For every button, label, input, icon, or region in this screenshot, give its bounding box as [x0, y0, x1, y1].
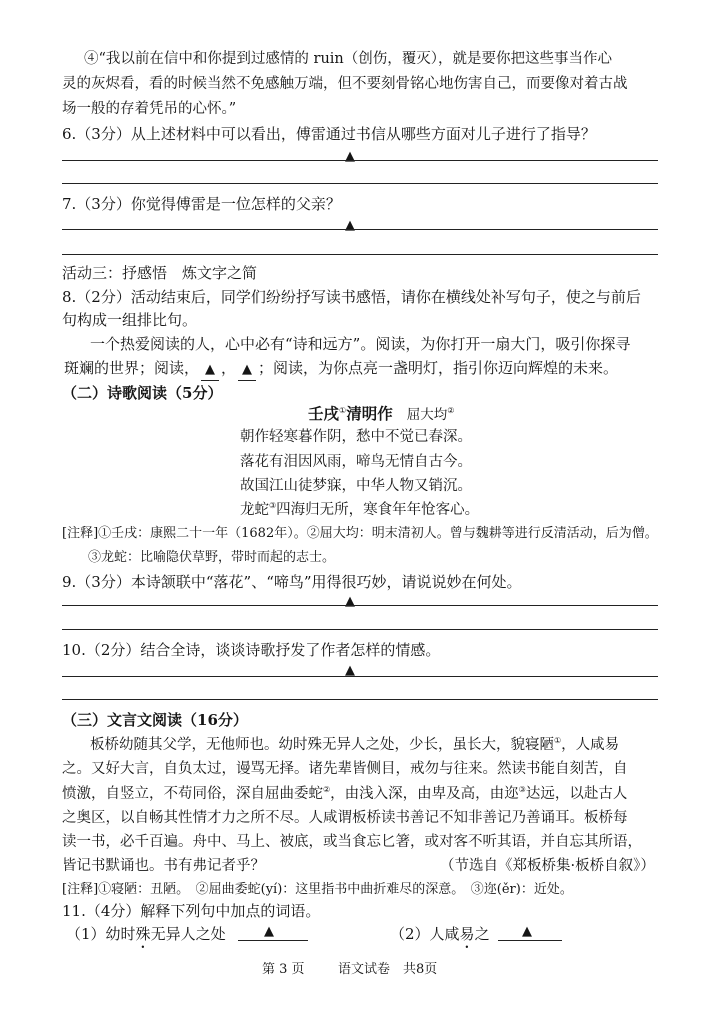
- answer-line[interactable]: [62, 676, 658, 677]
- passage-line-1-a: 板桥幼随其父学，无他师也。幼时殊无异人之处，少长，虽长大，貌寝陋: [90, 737, 554, 753]
- passage-line-3-b: ，由浅入深，由卑及高，由迩: [330, 786, 519, 802]
- poem-line-4-a: 龙蛇: [240, 502, 269, 518]
- answer-mark: ▲: [264, 924, 274, 939]
- poem-title-b: 清明作: [346, 404, 393, 423]
- answer-mark: ▲: [345, 218, 355, 233]
- answer-mark: ▲: [345, 594, 355, 609]
- answer-line[interactable]: [62, 229, 658, 230]
- question-8-line-1: 8.（2分）活动结束后，同学们纷纷抒写读书感悟，请你在横线处补写句子，使之与前后: [62, 288, 641, 306]
- question-11-item-1: [66, 924, 226, 952]
- poem-line-4-b: 四海归无所，寒食年年怆客心。: [276, 502, 480, 518]
- poem-line-2: 落花有泪因风雨，啼鸟无情自古今。: [240, 454, 472, 470]
- answer-mark: ▲: [205, 362, 216, 377]
- poem-notes-line-1: [注释]①壬戌：康熙二十一年（1682年）。②屈大均：明末清初人。曾与魏耕等进行反清活动，后为僧。: [62, 526, 658, 541]
- note-mark: ③: [269, 501, 277, 511]
- passage-line-1: [90, 735, 619, 755]
- q11-item-1-a: （1）幼时: [66, 925, 136, 943]
- answer-blank-1[interactable]: [238, 940, 308, 941]
- question-9: 9.（3分）本诗颔联中“落花”、“啼鸟”用得很巧妙，请说说妙在何处。: [62, 573, 522, 591]
- note-mark: ③: [518, 785, 526, 795]
- answer-mark: ▲: [345, 149, 355, 164]
- answer-line[interactable]: [62, 183, 658, 184]
- passage-line-3-a: 愤激，自竖立，不苟同俗，深自屈曲委蛇: [62, 786, 323, 802]
- q11-item-1-dotted-word: 殊: [135, 925, 151, 943]
- answer-line[interactable]: [62, 699, 658, 700]
- note-mark: ②: [323, 785, 331, 795]
- poem-line-4: [240, 500, 479, 520]
- answer-mark: ▲: [522, 924, 532, 939]
- question-11-item-2: [390, 924, 490, 952]
- answer-line[interactable]: [62, 160, 658, 161]
- question-10: 10.（2分）结合全诗，谈谈诗歌抒发了作者怎样的情感。: [62, 641, 441, 659]
- passage-line-3: [62, 784, 627, 804]
- passage-line-3-c: 达远，以赴古人: [525, 786, 628, 802]
- passage-line-2: 之。又好大言，自负太过，谩骂无择。诸先辈皆侧目，戒勿与往来。然读书能自刻苦，自: [62, 761, 628, 777]
- question-7: 7.（3分）你觉得傅雷是一位怎样的父亲？: [62, 195, 341, 213]
- note-mark: ①: [554, 736, 562, 746]
- material-4-line-3: 场一般的存着凭吊的心怀。”: [62, 101, 237, 117]
- poem-notes-line-2: ③龙蛇：比喻隐伏草野，带时而起的志士。: [88, 550, 336, 565]
- question-8-line-4: [64, 358, 618, 381]
- answer-blank-2[interactable]: [498, 940, 562, 941]
- poem-author: 屈大均: [406, 407, 448, 423]
- question-6: 6.（3分）从上述材料中可以看出，傅雷通过书信从哪些方面对儿子进行了指导？: [62, 125, 596, 143]
- poem-line-3: 故国江山徒梦寐，中华人物又销沉。: [240, 478, 472, 494]
- question-11: 11.（4分）解释下列句中加点的词语。: [62, 902, 321, 920]
- material-4-line-2: 灵的灰烬看，看的时候当然不免感触万端，但不要刻骨铭心地伤害自己，而要像对着古战: [62, 76, 628, 92]
- section-3-heading: （三）文言文阅读（16分）: [62, 711, 248, 729]
- note-mark: ②: [447, 406, 455, 415]
- question-8-text-a: 斑斓的世界；阅读，: [64, 359, 200, 377]
- section-2-heading: （二）诗歌阅读（5分）: [62, 384, 223, 402]
- page-number: 第 3 页: [262, 962, 305, 977]
- question-8-line-2: 句构成一组排比句。: [62, 311, 198, 329]
- note-mark: ①: [339, 406, 347, 415]
- question-8-text-c: ；阅读，为你点亮一盏明灯，指引你迈向辉煌的未来。: [258, 359, 619, 377]
- fill-blank-1[interactable]: [201, 358, 219, 381]
- answer-line[interactable]: [62, 605, 658, 606]
- poem-title: [308, 404, 454, 425]
- answer-mark: ▲: [242, 362, 253, 377]
- passage-line-4: 之奥区，以自畅其性情才力之所不尽。人咸谓板桥读书善记不知非善记乃善诵耳。板桥每: [62, 810, 628, 826]
- question-8-text-b: ，: [221, 359, 237, 377]
- q11-item-1-c: 无异人之处: [150, 925, 226, 943]
- passage-line-5: 读一书，必千百遍。舟中、马上、被底，或当食忘匕箸，或对客不听其语，并自忘其所语，: [62, 834, 642, 850]
- passage-line-6: 皆记书默诵也。书有弗记者乎？: [62, 858, 265, 874]
- question-8-line-3: 一个热爱阅读的人，心中必有“诗和远方”。阅读，为你打开一扇大门，吸引你探寻: [90, 335, 631, 353]
- passage-source: （节选自《郑板桥集·板桥自叙》）: [440, 858, 655, 874]
- material-4-line-1: ④“我以前在信中和你提到过感情的 ruin（创伤，覆灭），就是要你把这些事当作心: [84, 51, 613, 67]
- poem-line-1: 朝作轻寒暮作阴，愁中不觉已春深。: [240, 429, 472, 445]
- passage-notes: [注释]①寝陋：丑陋。 ②屈曲委蛇(yí)：这里指书中曲折难尽的深意。 ③迩(ěr)：近处。: [62, 882, 573, 897]
- answer-line[interactable]: [62, 254, 658, 255]
- paper-info: 语文试卷 共8页: [338, 962, 438, 977]
- q11-item-2-a: （2）人咸: [390, 925, 460, 943]
- answer-mark: ▲: [345, 663, 355, 678]
- poem-title-a: 壬戌: [308, 404, 340, 423]
- activity-3-heading: 活动三：抒感悟 炼文字之简: [62, 264, 258, 282]
- q11-item-2-c: 之: [474, 925, 490, 943]
- passage-line-1-b: ，人咸易: [561, 737, 620, 753]
- q11-item-2-dotted-word: 易: [459, 925, 475, 943]
- fill-blank-2[interactable]: [238, 358, 256, 381]
- answer-line[interactable]: [62, 629, 658, 630]
